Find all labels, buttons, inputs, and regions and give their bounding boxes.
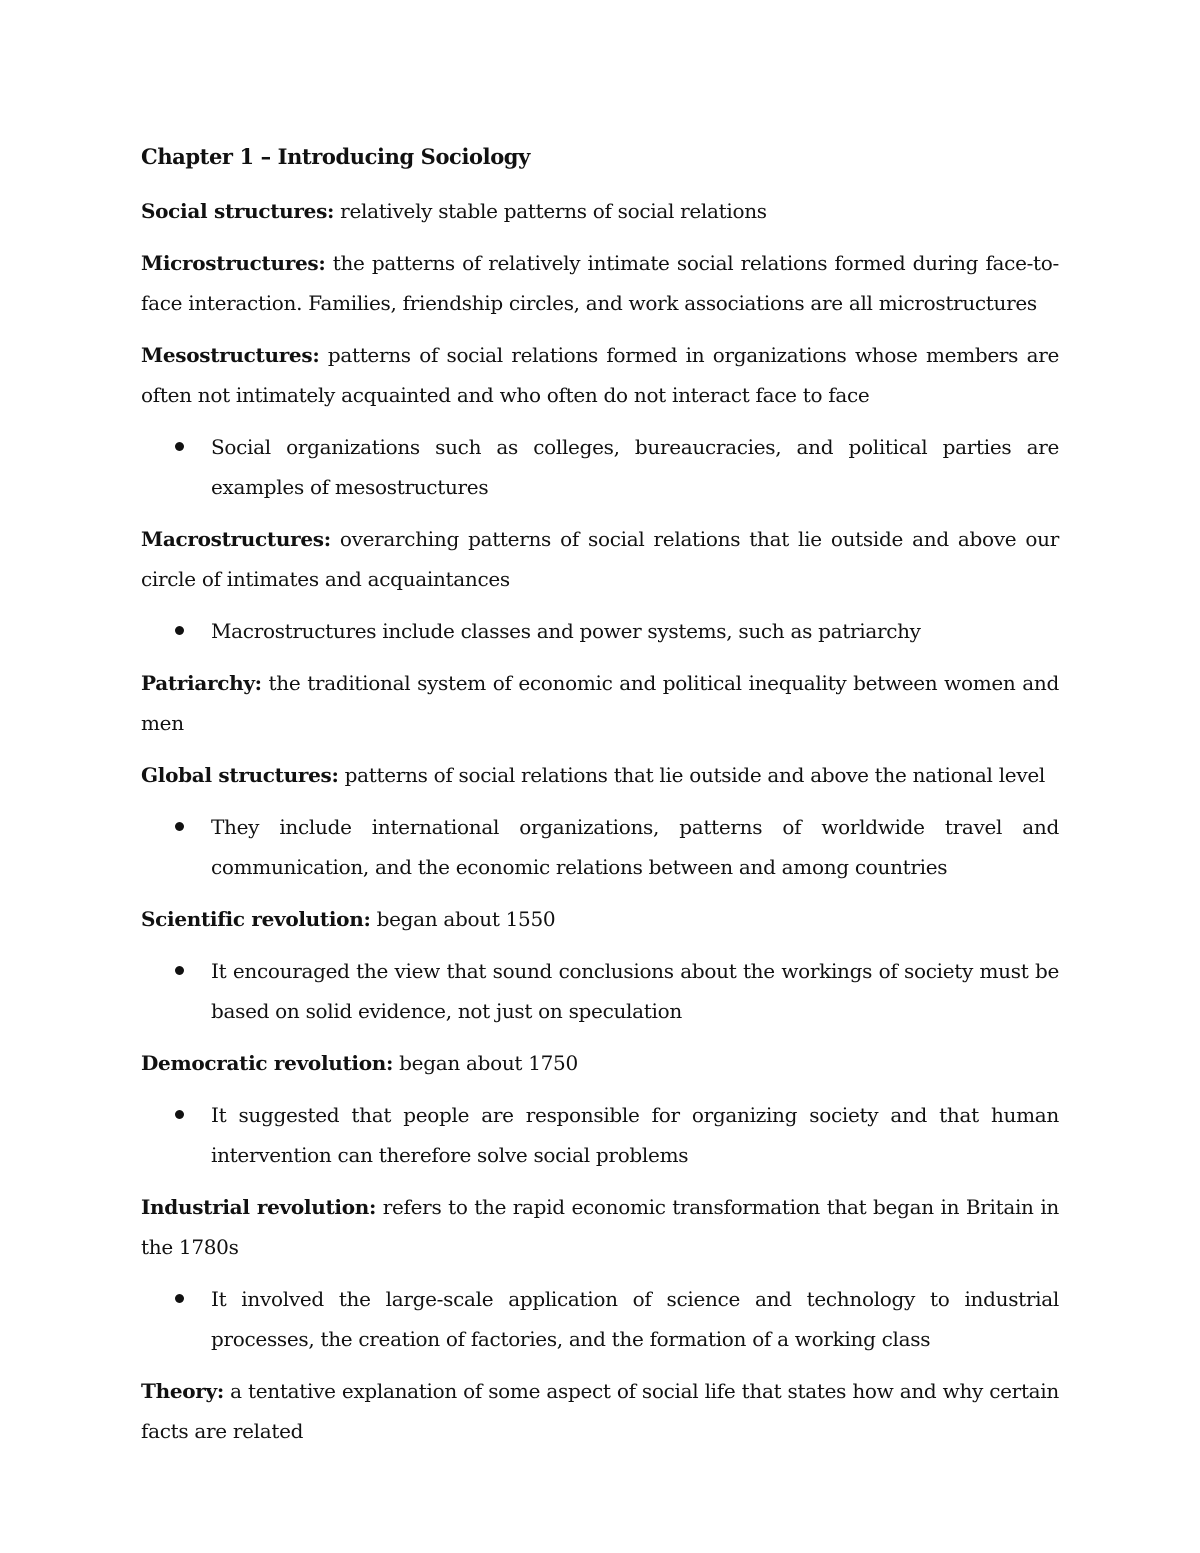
- bullet-item: [141, 1279, 1059, 1359]
- definition-text: overarching patterns of social relations that lie outside and above our circle of intimates and acquaintances: [141, 527, 1059, 591]
- definition-entry: [141, 1187, 1059, 1267]
- term-label: Democratic revolution:: [141, 1051, 394, 1075]
- bullet-icon: [175, 1110, 184, 1119]
- document-page: [141, 140, 1059, 1463]
- bullet-item: [141, 1095, 1059, 1175]
- bullet-text: Social organizations such as colleges, bureaucracies, and political parties are examples of mesostructures: [211, 435, 1059, 499]
- definition-entry: [141, 335, 1059, 415]
- chapter-heading: Chapter 1 – Introducing Sociology: [141, 144, 530, 169]
- bullet-item: [141, 611, 1059, 651]
- bullet-icon: [175, 822, 184, 831]
- definition-text: relatively stable patterns of social relations: [334, 199, 767, 223]
- bullet-list: [141, 1095, 1059, 1175]
- term-label: Microstructures:: [141, 251, 326, 275]
- definition-text: began about 1750: [393, 1051, 578, 1075]
- bullet-item: [141, 427, 1059, 507]
- bullet-list: [141, 611, 1059, 651]
- definition-entry: [141, 519, 1059, 599]
- definition-text: refers to the rapid economic transformation that began in Britain in the 1780s: [141, 1195, 1059, 1259]
- definition-text: began about 1550: [370, 907, 556, 931]
- bullet-text: It encouraged the view that sound conclusions about the workings of society must be based on solid evidence, not just on speculation: [211, 959, 1059, 1023]
- term-label: Social structures:: [141, 199, 335, 223]
- definition-text: patterns of social relations that lie outside and above the national level: [338, 763, 1045, 787]
- bullet-list: [141, 951, 1059, 1031]
- bullet-text: It suggested that people are responsible for organizing society and that human intervention can therefore solve social problems: [211, 1103, 1059, 1167]
- bullet-icon: [175, 442, 184, 451]
- definition-text: a tentative explanation of some aspect of social life that states how and why certain facts are related: [141, 1379, 1059, 1443]
- definition-entry: [141, 663, 1059, 743]
- bullet-text: They include international organizations, patterns of worldwide travel and communication, and the economic relations between and among countries: [211, 815, 1059, 879]
- term-label: Patriarchy:: [141, 671, 262, 695]
- definition-text: the traditional system of economic and political inequality between women and men: [141, 671, 1059, 735]
- definition-entry: [141, 899, 1059, 939]
- term-label: Macrostructures:: [141, 527, 331, 551]
- term-label: Industrial revolution:: [141, 1195, 377, 1219]
- bullet-item: [141, 951, 1059, 1031]
- bullet-icon: [175, 966, 184, 975]
- definition-text: patterns of social relations formed in organizations whose members are often not intimately acquainted and who often do not interact face to face: [141, 343, 1059, 407]
- bullet-text: Macrostructures include classes and power systems, such as patriarchy: [211, 619, 921, 643]
- bullet-text: It involved the large-scale application of science and technology to industrial processes, the creation of factories, and the formation of a working class: [211, 1287, 1059, 1351]
- bullet-list: [141, 427, 1059, 507]
- definition-entry: [141, 1043, 1059, 1083]
- term-label: Theory:: [141, 1379, 224, 1403]
- definition-entry: [141, 243, 1059, 323]
- term-label: Scientific revolution:: [141, 907, 371, 931]
- bullet-icon: [175, 1294, 184, 1303]
- bullet-list: [141, 1279, 1059, 1359]
- definition-entry: [141, 1371, 1059, 1451]
- definition-entry: [141, 755, 1059, 795]
- definition-text: the patterns of relatively intimate social relations formed during face-to-face interaction. Families, friendship circles, and work associations are all microstructures: [141, 251, 1059, 315]
- bullet-icon: [175, 626, 184, 635]
- definition-entry: [141, 191, 1059, 231]
- bullet-item: [141, 807, 1059, 887]
- term-label: Mesostructures:: [141, 343, 320, 367]
- bullet-list: [141, 807, 1059, 887]
- term-label: Global structures:: [141, 763, 339, 787]
